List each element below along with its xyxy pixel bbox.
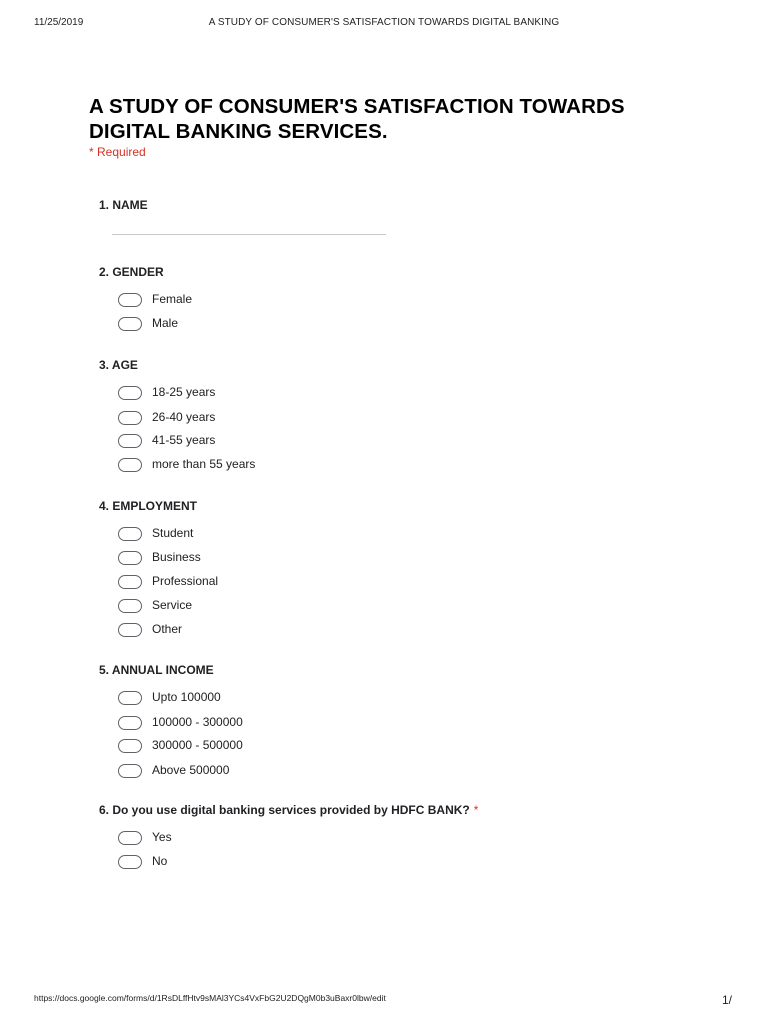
question-label: 2. GENDER (99, 265, 164, 279)
option-label: 100000 - 300000 (152, 715, 243, 729)
option-100000-300000[interactable] (118, 714, 418, 732)
question-label: 1. NAME (99, 198, 148, 212)
radio-button[interactable] (118, 599, 142, 613)
print-date: 11/25/2019 (34, 17, 84, 28)
radio-button[interactable] (118, 623, 142, 637)
radio-button[interactable] (118, 317, 142, 331)
option-student[interactable] (118, 525, 418, 543)
footer-url: https://docs.google.com/forms/d/1RsDLffHtv9sMAl3YCs4VxFbG2U2DQgM0b3uBaxr0lbw/edit (34, 993, 386, 1003)
print-header (0, 17, 768, 31)
option-label: 300000 - 500000 (152, 738, 243, 752)
option-label: more than 55 years (152, 457, 256, 471)
option-label: 26-40 years (152, 410, 216, 424)
radio-button[interactable] (118, 764, 142, 778)
radio-button[interactable] (118, 434, 142, 448)
radio-button[interactable] (118, 739, 142, 753)
option-label: Upto 100000 (152, 690, 221, 704)
option-18-25[interactable] (118, 384, 418, 402)
option-above-500000[interactable] (118, 762, 418, 780)
required-note: * Required (89, 145, 146, 159)
option-other[interactable] (118, 621, 418, 639)
radio-button[interactable] (118, 551, 142, 565)
option-26-40[interactable] (118, 409, 418, 427)
option-label: Student (152, 526, 194, 540)
question-annual-income (99, 663, 699, 783)
required-marker: * (473, 803, 479, 817)
option-label: Other (152, 622, 183, 636)
question-label: 5. ANNUAL INCOME (99, 663, 214, 677)
option-label: Yes (152, 830, 172, 844)
option-male[interactable] (118, 315, 418, 333)
question-label: 3. AGE (99, 358, 138, 372)
question-gender (99, 265, 699, 340)
radio-button[interactable] (118, 411, 142, 425)
name-input[interactable] (112, 234, 386, 235)
option-female[interactable] (118, 291, 418, 309)
print-footer (0, 993, 768, 1013)
question-label: 4. EMPLOYMENT (99, 499, 198, 513)
option-label: Above 500000 (152, 763, 230, 777)
question-employment (99, 499, 699, 644)
option-label: 41-55 years (152, 433, 216, 447)
option-yes[interactable] (118, 829, 418, 847)
option-label: No (152, 854, 168, 868)
radio-button[interactable] (118, 527, 142, 541)
option-over-55[interactable] (118, 456, 418, 474)
print-title: A STUDY OF CONSUMER'S SATISFACTION TOWARDS DIGITAL BANKING (208, 17, 560, 28)
form-title: A STUDY OF CONSUMER'S SATISFACTION TOWARDS DIGITAL BANKING SERVICES. (89, 95, 625, 143)
option-service[interactable] (118, 597, 418, 615)
option-300000-500000[interactable] (118, 737, 418, 755)
radio-button[interactable] (118, 458, 142, 472)
radio-button[interactable] (118, 386, 142, 400)
radio-button[interactable] (118, 716, 142, 730)
option-41-55[interactable] (118, 432, 418, 450)
radio-button[interactable] (118, 575, 142, 589)
page-number: 1/ (721, 993, 732, 1007)
option-label: Female (152, 292, 193, 306)
radio-button[interactable] (118, 293, 142, 307)
option-label: Professional (152, 574, 219, 588)
radio-button[interactable] (118, 831, 142, 845)
option-label: Male (152, 316, 179, 330)
question-label (99, 803, 699, 817)
question-age (99, 358, 699, 478)
option-no[interactable] (118, 853, 418, 871)
option-label: Service (152, 598, 193, 612)
option-business[interactable] (118, 549, 418, 567)
option-professional[interactable] (118, 573, 418, 591)
question-hdfc-usage (99, 803, 699, 878)
radio-button[interactable] (118, 855, 142, 869)
question-text: 6. Do you use digital banking services provided by HDFC BANK? (99, 803, 470, 817)
option-upto-100000[interactable] (118, 689, 418, 707)
radio-button[interactable] (118, 691, 142, 705)
option-label: Business (152, 550, 201, 564)
option-label: 18-25 years (152, 385, 216, 399)
question-name (99, 198, 699, 248)
